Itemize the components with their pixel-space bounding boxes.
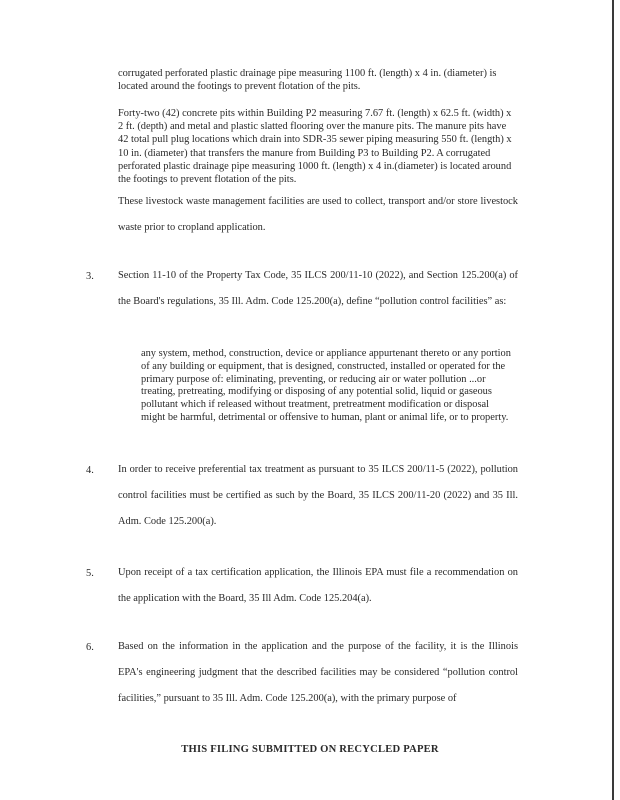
continued-paragraph: corrugated perforated plastic drainage pipe measuring 1100 ft. (length) x 4 in. (diameter) is located around the footings to prevent flotation of the pits.	[118, 68, 497, 93]
item-number-4: 4.	[86, 465, 94, 476]
pits-paragraph: Forty-two (42) concrete pits within Building P2 measuring 7.67 ft. (length) x 62.5 ft. (width) x 2 ft. (depth) and metal and plastic slatted flooring over the manure pits. The manure pits have 42 total pull plug locations which drain into SDR-35 sewer piping measuring 550 ft. (length) x 10 in. (diameter) that transfers the manure from Building P3 to Building P2. A corrugated perforated plastic drainage pipe measuring 1000 ft. (length) x 4 in.(diameter) is located around the footings to prevent flotation of the pits.	[118, 108, 512, 186]
item-number-5: 5.	[86, 568, 94, 579]
item-3-text: Section 11-10 of the Property Tax Code, 35 ILCS 200/11-10 (2022), and Section 125.200(a) of the Board's regulations, 35 Ill. Adm. Code 125.200(a), define “pollution control facilities” as:	[118, 270, 518, 307]
item-number-3: 3.	[86, 271, 94, 282]
item-6-text: Based on the information in the application and the purpose of the facility, it is the Illinois EPA's engineering judgment that the described facilities may be considered “pollution control facilities,” pursuant to 35 Ill. Adm. Code 125.200(a), with the primary purpose of	[118, 641, 518, 704]
usage-paragraph: These livestock waste management facilities are used to collect, transport and/or store livestock waste prior to cropland application.	[118, 196, 518, 233]
item-4-text: In order to receive preferential tax treatment as pursuant to 35 ILCS 200/11-5 (2022), pollution control facilities must be certified as such by the Board, 35 ILCS 200/11-20 (2022) and 35 Ill. Adm. Code 125.200(a).	[118, 464, 518, 527]
item-5-text: Upon receipt of a tax certification application, the Illinois EPA must file a recommendation on the application with the Board, 35 Ill Adm. Code 125.204(a).	[118, 567, 518, 604]
pollution-control-definition-quote: any system, method, construction, device or appliance appurtenant thereto or any portion of any building or equipment, that is designed, constructed, installed or operated for the primary purpose of: eliminating, preventing, or reducing air or water pollution ...or treating, pretreating, modifying or disposing of any potential solid, liquid or gaseous pollutant which if released without treatment, pretreatment modification or disposal might be harmful, detrimental or offensive to human, plant or animal life, or to property.	[141, 348, 511, 423]
item-number-6: 6.	[86, 642, 94, 653]
page-edge-rule	[612, 0, 614, 800]
recycled-paper-footer: THIS FILING SUBMITTED ON RECYCLED PAPER	[181, 744, 439, 755]
